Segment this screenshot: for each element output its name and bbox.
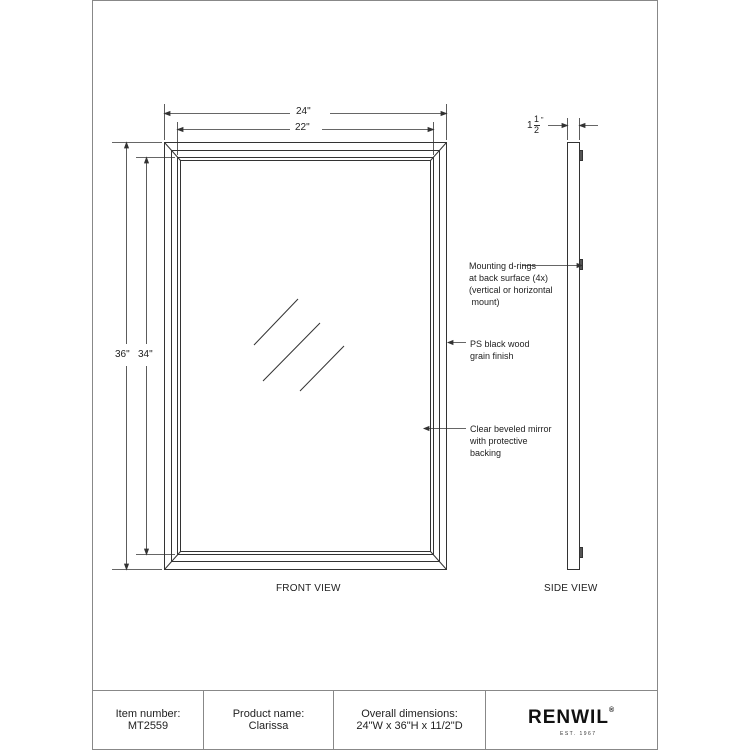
product-name-value: Clarissa <box>248 720 289 732</box>
side-profile <box>568 143 580 570</box>
frame-outer-edge <box>165 143 447 570</box>
finish-callout: PS black wood grain finish <box>470 339 530 361</box>
frame-corner-tr <box>431 143 447 161</box>
depth-whole: 1 <box>527 120 533 131</box>
side-view-caption: SIDE VIEW <box>544 583 598 594</box>
frame-bevel-edge <box>172 151 440 562</box>
item-number-label: Item number: <box>115 708 181 720</box>
mirror-glass-edge <box>181 161 431 552</box>
reflection-mark-2 <box>263 323 320 381</box>
item-number-cell <box>93 690 203 750</box>
front-view-drawing <box>165 143 447 570</box>
d-rings-callout: Mounting d-rings at back surface (4x) (vertical or horizontal mount) <box>469 261 553 307</box>
brand-tagline: EST. 1967 <box>560 731 597 737</box>
overall-dimensions-label: Overall dimensions: <box>361 708 458 720</box>
depth-numerator: 1 <box>534 114 540 124</box>
front-view-caption: FRONT VIEW <box>276 583 341 594</box>
brand-name: RENWIL <box>528 707 609 728</box>
outer-width-label: 24" <box>296 106 311 117</box>
depth-dimension <box>548 118 598 140</box>
mirror-callout: Clear beveled mirror with protective backing <box>470 424 552 458</box>
depth-unit: " <box>541 117 544 124</box>
product-name-cell <box>204 690 333 750</box>
overall-dimensions-cell <box>334 690 485 750</box>
side-hanger-bottom <box>580 548 583 558</box>
reflection-mark-1 <box>254 299 298 345</box>
depth-denominator: 2 <box>534 125 540 135</box>
side-view-drawing <box>568 143 583 570</box>
product-name-label: Product name: <box>232 708 305 720</box>
inner-width-label: 22" <box>295 122 310 133</box>
reflection-mark-3 <box>300 346 344 391</box>
outer-height-label: 36" <box>115 349 130 360</box>
inner-height-label: 34" <box>138 349 153 360</box>
frame-corner-br <box>431 552 447 570</box>
frame-inner-edge <box>178 158 434 555</box>
overall-dimensions-value: 24"W x 36"H x 11/2"D <box>356 720 463 732</box>
item-number-value: MT2559 <box>127 720 169 732</box>
brand-logo <box>528 707 615 729</box>
brand-registered-mark: ® <box>608 707 616 714</box>
side-hanger-top <box>580 151 583 161</box>
